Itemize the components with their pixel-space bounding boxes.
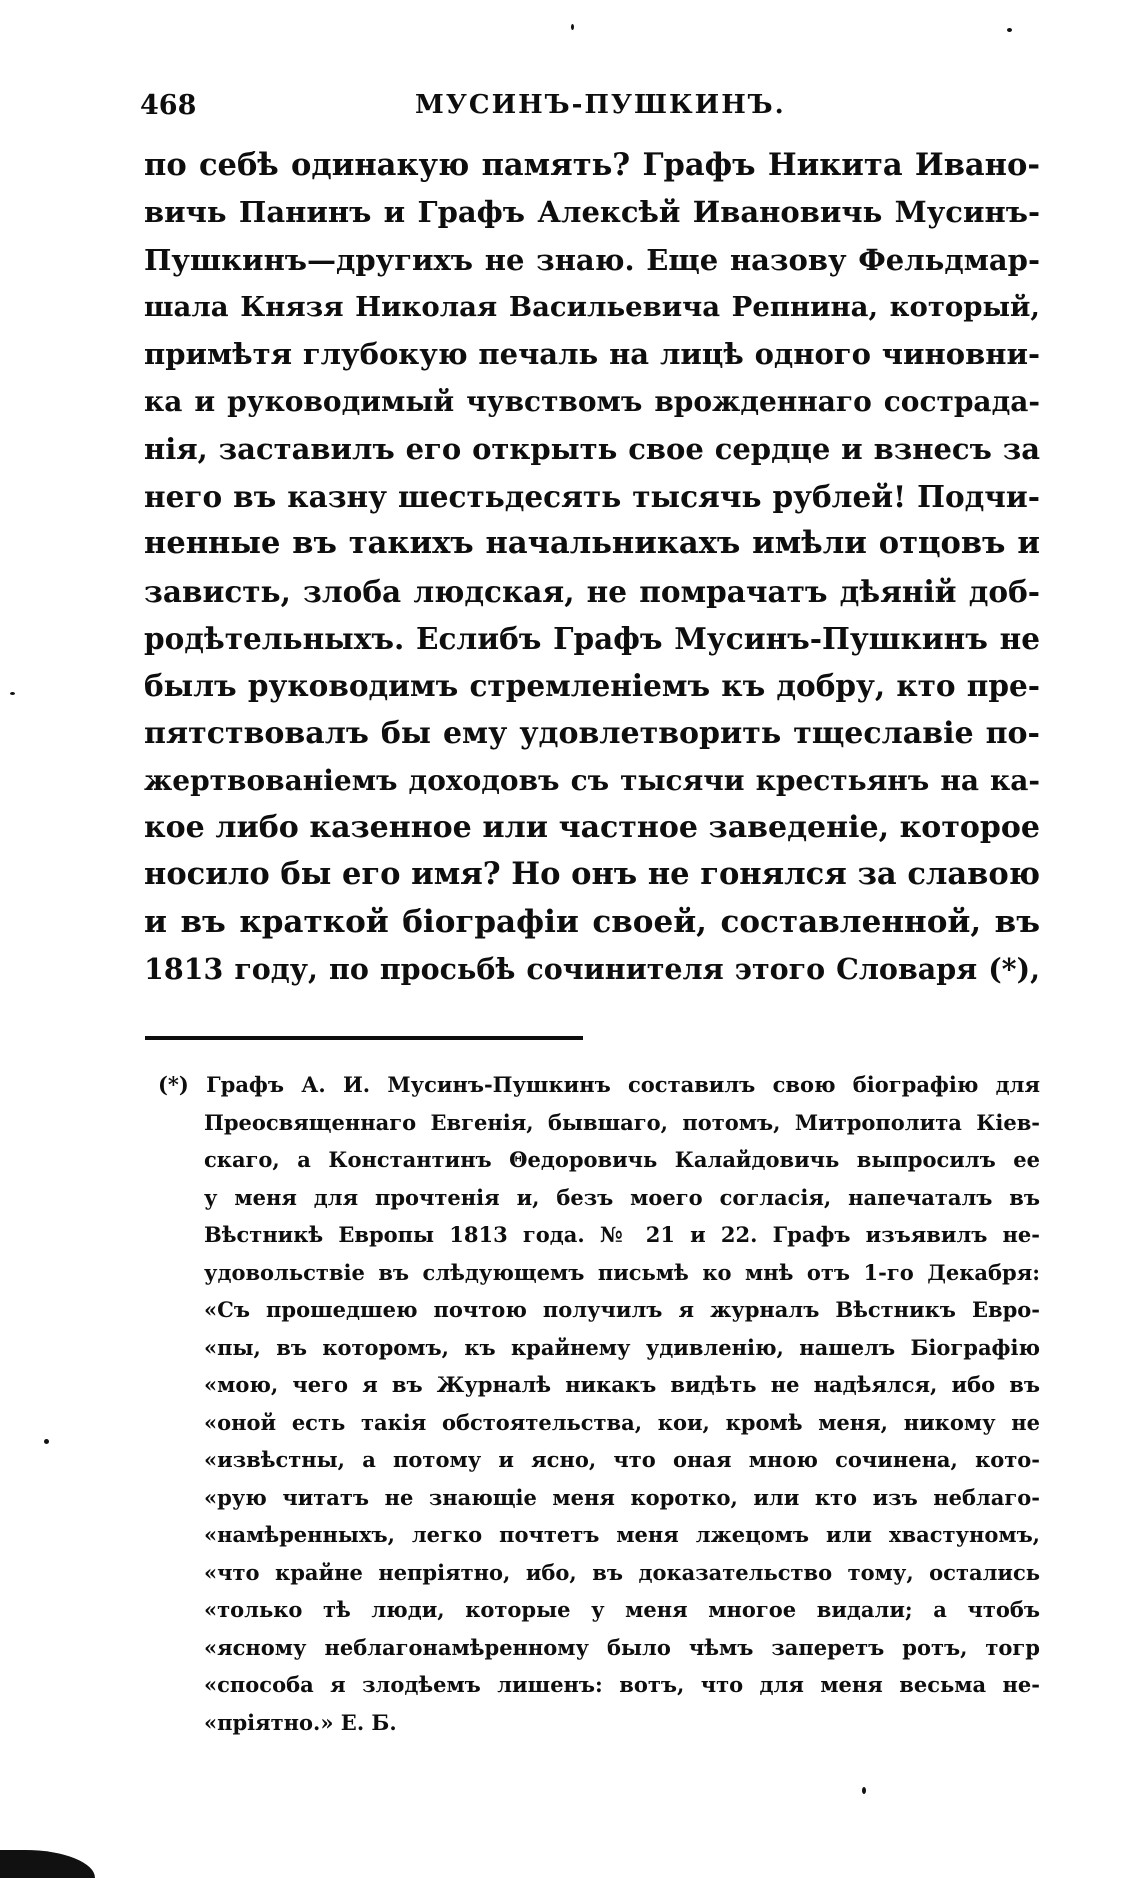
footnote-line: скаго, а Константинъ Θедоровичь Калайдовичь выпросилъ ее (204, 1147, 1040, 1172)
footnote-line: Преосвященнаго Евгенія, бывшаго, потомъ, Митрополита Кіев- (204, 1109, 1040, 1135)
footnote-line: «ясному неблагонамѣренному было чѣмъ заперетъ ротъ, тогр (204, 1634, 1040, 1660)
footnote-line: «Съ прошедшею почтою получилъ я журналъ Вѣстникъ Евро- (204, 1297, 1040, 1322)
page-number: 468 (140, 90, 197, 121)
footnote-line: «рую читатъ не знающіе меня коротко, или кто изъ неблаго- (204, 1484, 1040, 1510)
text-line: родѣтельныхъ. Еслибъ Графъ Мусинъ-Пушкинъ не (144, 620, 1040, 656)
footnote-line: «оной есть такія обстоятельства, кои, кромѣ меня, никому не (204, 1409, 1040, 1435)
footnote-line: (*) Графъ А. И. Мусинъ-Пушкинъ составилъ свою біографію для (158, 1072, 1040, 1097)
footnote-line: удовольствіе въ слѣдующемъ письмѣ ко мнѣ отъ 1-го Декабря: (204, 1259, 1040, 1285)
running-head: МУСИНЪ-ПУШКИНЪ. (415, 90, 786, 120)
text-line: зависть, злоба людская, не помрачатъ дѣяній доб- (144, 573, 1040, 609)
text-line: былъ руководимъ стремленіемъ къ добру, кто пре- (144, 668, 1040, 704)
footnote-line: «намѣренныхъ, легко почтетъ меня лжецомъ или хвастуномъ, (204, 1522, 1040, 1547)
footnote-line: «пріятно.» Е. Б. (204, 1709, 397, 1735)
text-line: и въ краткой біографіи своей, составленной, въ (144, 903, 1040, 940)
text-line: кое либо казенное или частное заведеніе, которое (144, 810, 1040, 846)
footnote-line: «мою, чего я въ Журналѣ никакъ видѣть не надѣялся, ибо въ (204, 1372, 1040, 1397)
footnote-line: «способа я злодѣемъ лишенъ: вотъ, что для меня весьма не- (204, 1672, 1040, 1697)
ink-speck (44, 1439, 49, 1444)
footnote-block (158, 1066, 1040, 1741)
scan-edge-shadow (0, 1850, 95, 1878)
text-line: 1813 году, по просьбѣ сочинителя этого Словаря (*), (144, 952, 1040, 987)
footnote-divider (145, 1036, 583, 1040)
ink-speck (571, 24, 574, 30)
text-line: шала Князя Николая Васильевича Репнина, который, (144, 290, 1040, 323)
text-line: по себѣ одинакую память? Графъ Никита Ивано- (144, 147, 1040, 183)
ink-speck (1007, 28, 1012, 32)
footnote-line: у меня для прочтенія и, безъ моего согласія, напечаталъ въ (204, 1184, 1040, 1210)
page-header (140, 90, 1040, 130)
ink-speck (10, 692, 15, 695)
text-line: Пушкинъ—другихъ не знаю. Еще назову Фельдмар- (144, 242, 1040, 277)
text-line: примѣтя глубокую печаль на лицѣ одного чиновни- (144, 337, 1040, 372)
text-line: жертвованіемъ доходовъ съ тысячи крестьянъ на ка- (144, 763, 1040, 797)
footnote-line: «что крайне непріятно, ибо, въ доказательство тому, остались (204, 1559, 1040, 1585)
main-text-block (144, 142, 1040, 993)
footnote-line: «только тѣ люди, которые у меня многое видали; а чтобъ (204, 1597, 1040, 1622)
text-line: пятствовалъ бы ему удовлетворить тщеславіе по- (144, 715, 1040, 751)
text-line: ка и руководимый чувствомъ врожденнаго сострада- (144, 385, 1040, 419)
text-line: вичь Панинъ и Графъ Алексѣй Ивановичь Мусинъ- (144, 195, 1040, 230)
text-line: носило бы его имя? Но онъ не гонялся за славою (144, 856, 1040, 893)
footnote-line: «извѣстны, а потому и ясно, что оная мною сочинена, кото- (204, 1447, 1040, 1472)
ink-speck (862, 1787, 866, 1794)
text-line: ненные въ такихъ начальникахъ имѣли отцовъ и (144, 525, 1040, 562)
footnote-line: «пы, въ которомъ, къ крайнему удивленію, нашелъ Біографію (204, 1334, 1040, 1360)
footnote-line: Вѣстникѣ Европы 1813 года. № 21 и 22. Графъ изъявилъ не- (204, 1222, 1040, 1247)
text-line: него въ казну шестьдесять тысячь рублей! Подчи- (144, 479, 1040, 515)
text-line: нія, заставилъ его открыть свое сердце и взнесъ за (144, 431, 1040, 466)
